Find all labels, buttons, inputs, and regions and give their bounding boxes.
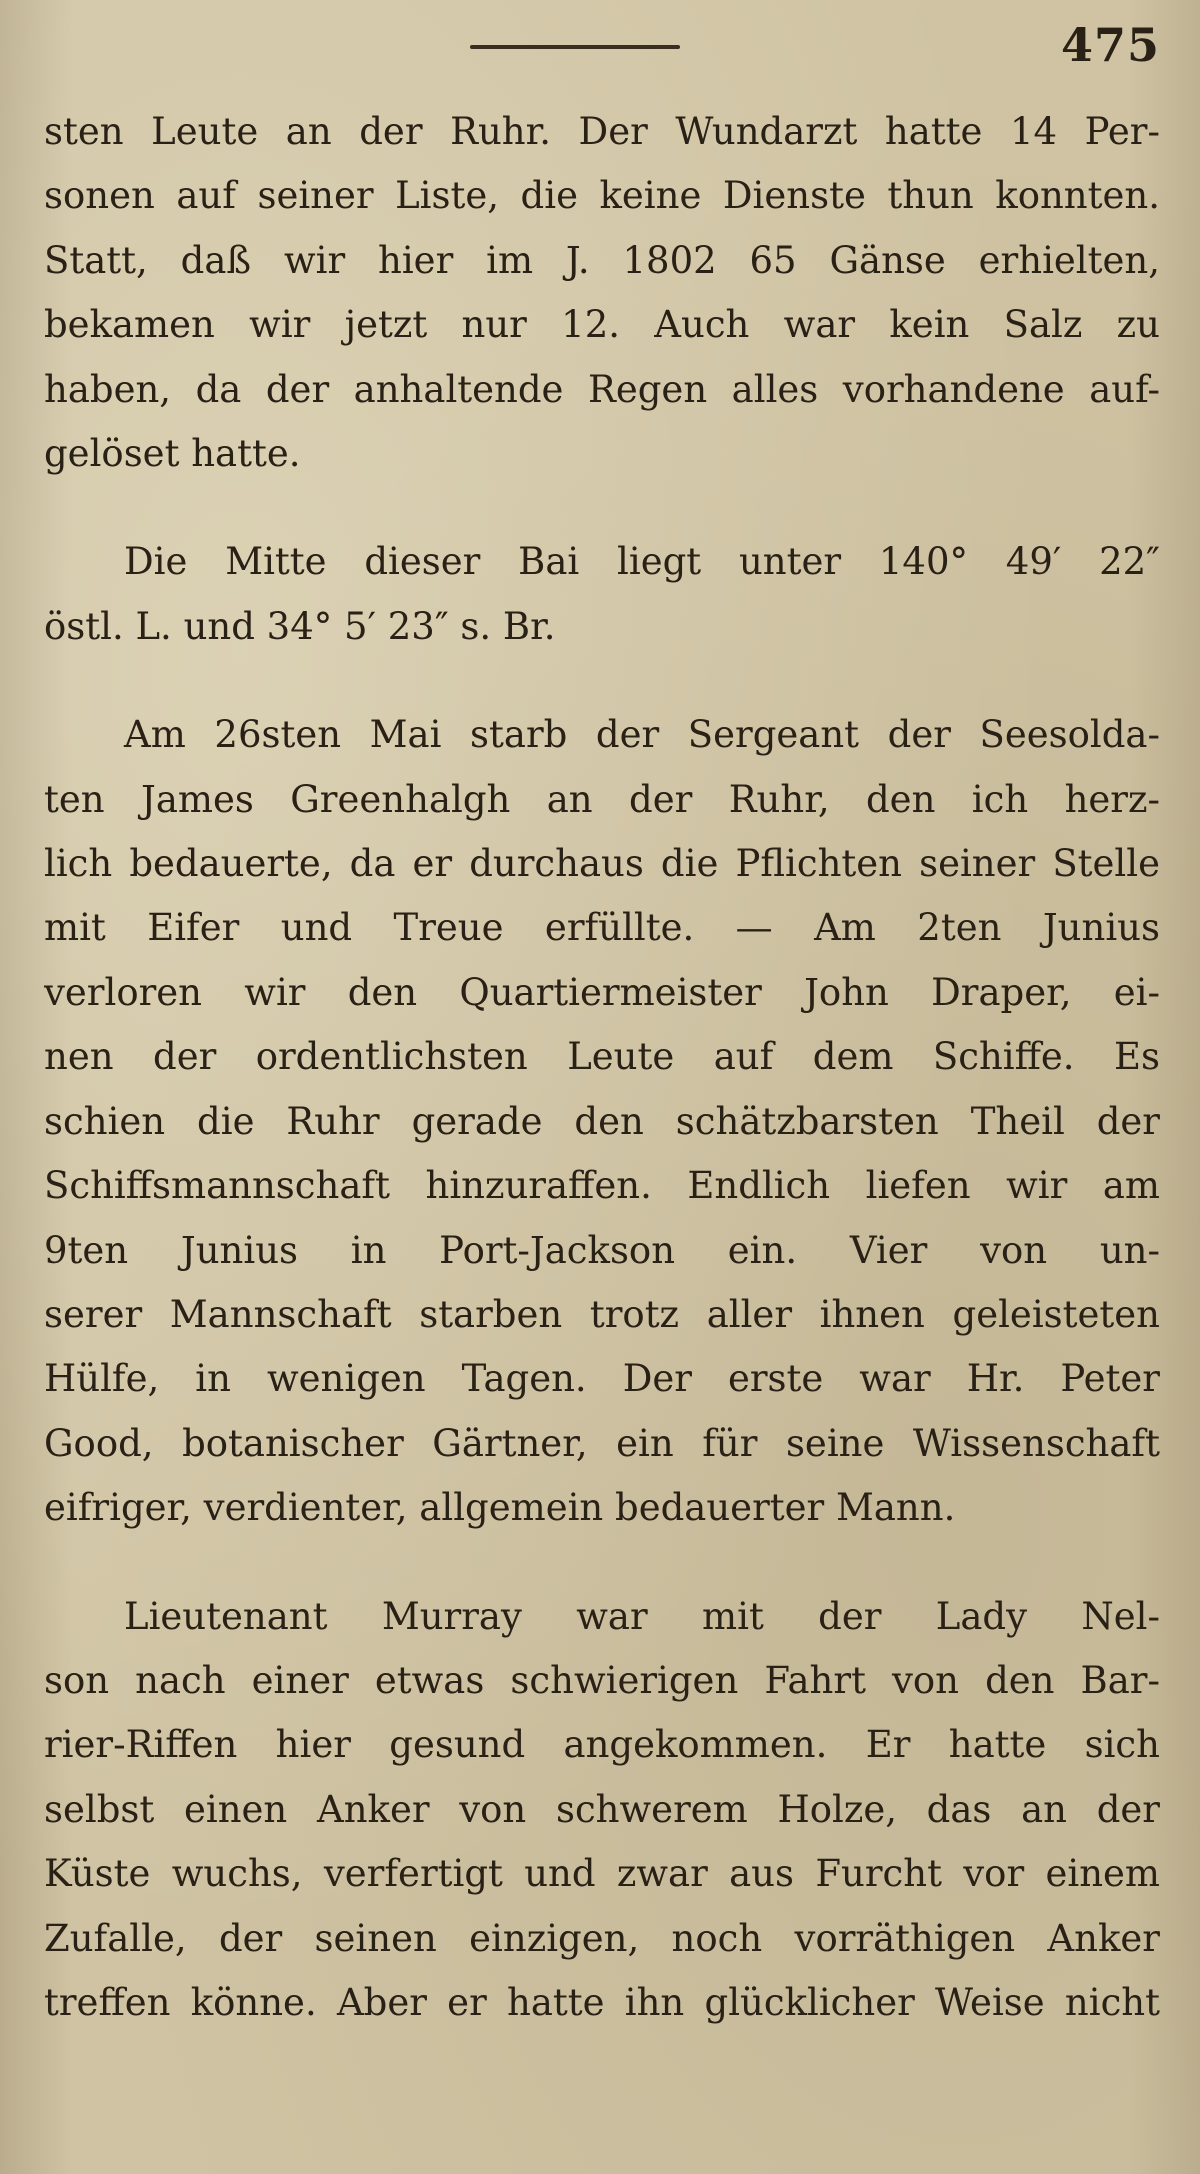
text-line: son nach einer etwas schwierigen Fahrt von den Bar- (44, 1658, 1160, 1702)
paragraph-gap (44, 659, 1160, 703)
text-line: treffen könne. Aber er hatte ihn glücklicher Weise nicht (44, 1980, 1160, 2024)
text-line: bekamen wir jetzt nur 12. Auch war kein Salz zu (44, 303, 1160, 347)
text-line: eifriger, verdienter, allgemein bedauerter Mann. (44, 1486, 956, 1530)
text-line: selbst einen Anker von schwerem Holze, das an der (44, 1787, 1160, 1831)
text-line: Statt, daß wir hier im J. 1802 65 Gänse erhielten, (44, 238, 1160, 282)
paragraph-gap (44, 1541, 1160, 1585)
text-line: ten James Greenhalgh an der Ruhr, den ich herz- (44, 777, 1160, 821)
paragraph-gap (44, 486, 1160, 530)
text-line: Am 26sten Mai starb der Sergeant der Seesolda- (124, 713, 1160, 757)
text-line: östl. L. und 34° 5′ 23″ s. Br. (44, 604, 556, 648)
page-number: 475 (1060, 18, 1160, 72)
text-line: schien die Ruhr gerade den schätzbarsten Theil der (44, 1099, 1160, 1143)
text-line: Hülfe, in wenigen Tagen. Der erste war Hr. Peter (44, 1357, 1160, 1401)
text-line: gelöset hatte. (44, 432, 301, 476)
text-line: verloren wir den Quartiermeister John Draper, ei- (44, 970, 1160, 1014)
text-line: Zufalle, der seinen einzigen, noch vorräthigen Anker (44, 1916, 1160, 1960)
text-line: Good, botanischer Gärtner, ein für seine Wissenschaft (44, 1421, 1160, 1465)
text-line: Küste wuchs, verfertigt und zwar aus Furcht vor einem (44, 1852, 1160, 1896)
paragraph-4 (44, 1585, 1160, 2036)
body-text (44, 100, 1160, 2035)
text-line: nen der ordentlichsten Leute auf dem Schiffe. Es (44, 1035, 1160, 1079)
text-line: sten Leute an der Ruhr. Der Wundarzt hatte 14 Per- (44, 110, 1160, 153)
text-line: haben, da der anhaltende Regen alles vorhandene auf- (44, 367, 1160, 411)
text-line: Schiffsmannschaft hinzuraffen. Endlich liefen wir am (44, 1164, 1160, 1208)
text-line: rier-Riffen hier gesund angekommen. Er hatte sich (44, 1723, 1160, 1767)
header-rule (470, 45, 680, 49)
text-line: mit Eifer und Treue erfüllte. — Am 2ten Junius (44, 906, 1160, 950)
text-line: Lieutenant Murray war mit der Lady Nel- (124, 1594, 1160, 1638)
text-line: Die Mitte dieser Bai liegt unter 140° 49′ 22″ (124, 540, 1160, 584)
text-line: 9ten Junius in Port-Jackson ein. Vier von un- (44, 1228, 1160, 1272)
paragraph-1 (44, 100, 1160, 486)
paragraph-2 (44, 530, 1160, 659)
paragraph-3 (44, 703, 1160, 1540)
text-line: serer Mannschaft starben trotz aller ihnen geleisteten (44, 1292, 1160, 1336)
text-line: lich bedauerte, da er durchaus die Pflichten seiner Stelle (44, 842, 1160, 886)
text-line: sonen auf seiner Liste, die keine Dienste thun konnten. (44, 174, 1160, 218)
